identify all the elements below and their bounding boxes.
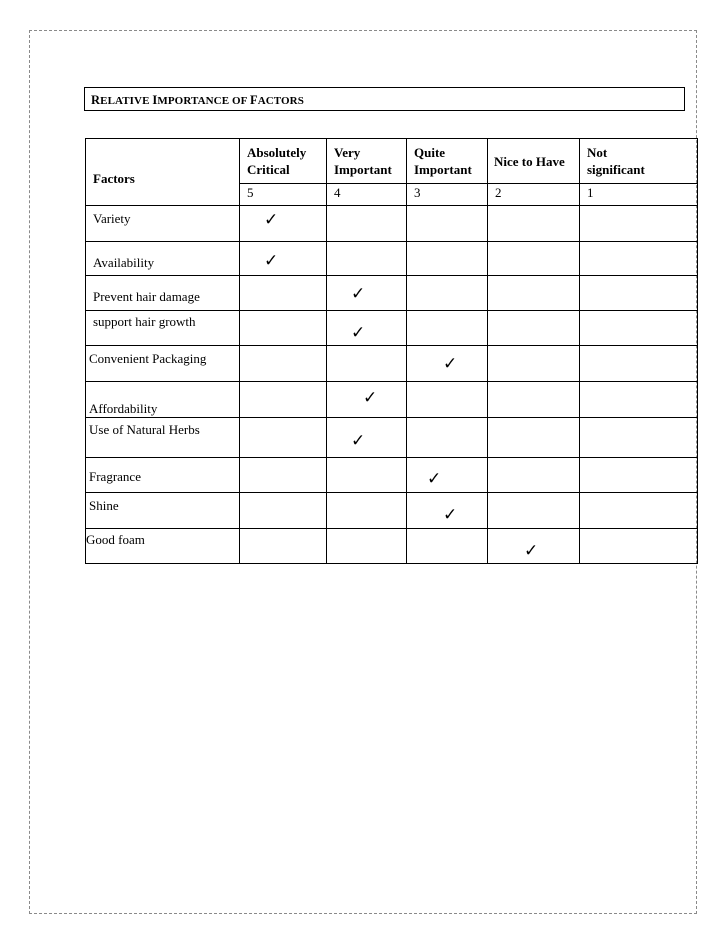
factor-name: Convenient Packaging: [89, 351, 207, 366]
rating-cell: [327, 418, 407, 458]
rating-cell: [240, 276, 327, 311]
factor-cell: [86, 311, 240, 346]
factor-cell: [86, 458, 240, 493]
factor-name: Good foam: [86, 532, 145, 547]
rating-cell: [580, 346, 698, 382]
check-icon: ✓: [264, 210, 279, 230]
factor-cell: [86, 418, 240, 458]
rating-cell: [407, 311, 488, 346]
rating-cell: [327, 311, 407, 346]
rating-cell: [407, 276, 488, 311]
rating-cell: [488, 382, 580, 418]
check-icon: ✓: [427, 469, 442, 489]
rating-cell: [327, 382, 407, 418]
rating-cell: [488, 418, 580, 458]
rating-cell: [327, 206, 407, 242]
title-word: RELATIVE: [91, 93, 153, 107]
column-header-absolutely-critical: Absolutely Critical: [240, 139, 327, 184]
score-4: 4: [327, 184, 407, 206]
title-word: IMPORTANCE OF: [152, 93, 250, 107]
check-icon: ✓: [363, 388, 378, 408]
rating-cell: [240, 493, 327, 529]
score-2: 2: [488, 184, 580, 206]
table-row: [86, 529, 698, 564]
factor-cell: [86, 276, 240, 311]
rating-cell: [488, 458, 580, 493]
title-word: FACTORS: [249, 93, 304, 107]
factor-name: support hair growth: [93, 314, 196, 329]
factor-name: Fragrance: [89, 469, 141, 484]
rating-cell: [240, 346, 327, 382]
factor-name: Availability: [93, 255, 155, 270]
rating-cell: [488, 276, 580, 311]
rating-cell: [488, 311, 580, 346]
rating-cell: [240, 382, 327, 418]
factor-cell: [86, 529, 240, 564]
rating-cell: [488, 529, 580, 564]
rating-cell: [240, 242, 327, 276]
score-5: 5: [240, 184, 327, 206]
column-header-very-important: Very Important: [327, 139, 407, 184]
rating-cell: [488, 206, 580, 242]
rating-cell: [580, 493, 698, 529]
rating-cell: [240, 458, 327, 493]
factor-name: Shine: [89, 498, 119, 513]
rating-cell: [580, 529, 698, 564]
rating-cell: [407, 418, 488, 458]
column-header-quite-important: Quite Important: [407, 139, 488, 184]
rating-cell: [407, 458, 488, 493]
column-header-nice-to-have: Nice to Have: [488, 139, 580, 184]
rating-cell: [407, 529, 488, 564]
rating-cell: [580, 206, 698, 242]
check-icon: ✓: [443, 505, 458, 525]
rating-cell: [580, 382, 698, 418]
check-icon: ✓: [524, 541, 539, 561]
factor-name: Use of Natural Herbs: [89, 422, 200, 437]
table-row: [86, 346, 698, 382]
rating-cell: [327, 346, 407, 382]
table-row: [86, 206, 698, 242]
header-row: [86, 139, 698, 184]
rating-cell: [407, 382, 488, 418]
rating-cell: [327, 458, 407, 493]
score-1: 1: [580, 184, 698, 206]
rating-cell: [327, 242, 407, 276]
rating-cell: [240, 311, 327, 346]
rating-cell: [327, 529, 407, 564]
column-header-not-significant: Not significant: [580, 139, 698, 184]
importance-table: [85, 138, 698, 564]
check-icon: ✓: [443, 354, 458, 374]
rating-cell: [327, 276, 407, 311]
factor-name: Prevent hair damage: [93, 289, 200, 304]
check-icon: ✓: [351, 431, 366, 451]
rating-cell: [407, 206, 488, 242]
rating-cell: [407, 346, 488, 382]
rating-cell: [580, 311, 698, 346]
rating-cell: [580, 458, 698, 493]
rating-cell: [488, 493, 580, 529]
rating-cell: [240, 529, 327, 564]
check-icon: ✓: [264, 251, 279, 271]
rating-cell: [488, 346, 580, 382]
table-row: [86, 276, 698, 311]
rating-cell: [407, 242, 488, 276]
check-icon: ✓: [351, 284, 366, 304]
rating-cell: [580, 418, 698, 458]
table-row: [86, 242, 698, 276]
score-3: 3: [407, 184, 488, 206]
table-row: [86, 311, 698, 346]
rating-cell: [580, 242, 698, 276]
factor-cell: [86, 206, 240, 242]
section-title: [84, 87, 685, 111]
factor-name: Variety: [93, 211, 131, 226]
factors-header: Factors: [86, 139, 240, 206]
rating-cell: [327, 493, 407, 529]
factor-cell: [86, 493, 240, 529]
table-row: [86, 418, 698, 458]
rating-cell: [488, 242, 580, 276]
rating-cell: [240, 418, 327, 458]
factor-name: Affordability: [89, 401, 158, 416]
factor-cell: [86, 242, 240, 276]
factor-rows: [86, 206, 698, 564]
table-row: [86, 382, 698, 418]
rating-cell: [240, 206, 327, 242]
factor-cell: [86, 382, 240, 418]
check-icon: ✓: [351, 323, 366, 343]
factor-cell: [86, 346, 240, 382]
rating-cell: [580, 276, 698, 311]
table-row: [86, 493, 698, 529]
table-row: [86, 458, 698, 493]
rating-cell: [407, 493, 488, 529]
